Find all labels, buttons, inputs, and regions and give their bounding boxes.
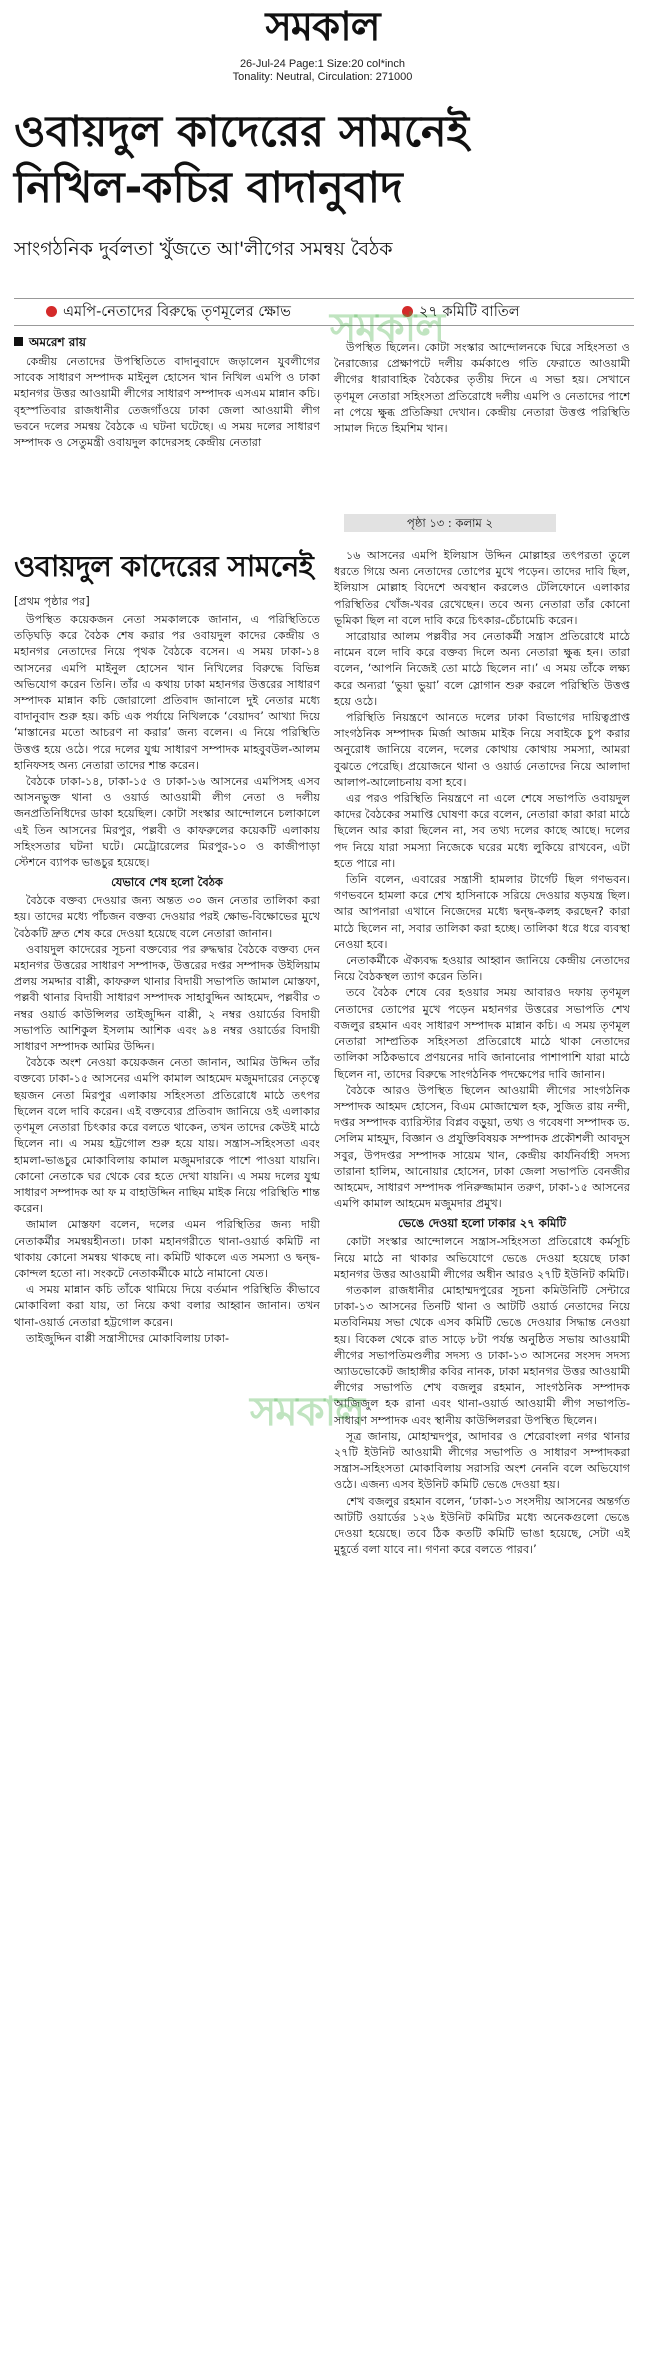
paragraph: কেন্দ্রীয় নেতাদের উপস্থিতিতে বাদানুবাদে জড়ালেন যুবলীগের সাবেক সাধারণ সম্পাদক মাইনুল হোসেন খান নিখিল এমপি ও ঢাকা মহানগর উত্তর আওয়ামী লীগের সাধারণ সম্পাদক এসএম মান্নান কচি। বৃহস্পতিবার রাজধানীর তেজগাঁওয়ে ঢাকা জেলা আওয়ামী লীগ ভবনে দলের সমন্বয় বৈঠকে এ ঘটনা ঘটেছে। এ সময় দলের সাধারণ সম্পাদক ও সেতুমন্ত্রী ওবায়দুল কাদেরসহ কেন্দ্রীয় নেতারা (14, 355, 320, 450)
square-bullet-icon (14, 337, 23, 346)
masthead (0, 0, 645, 58)
highlight-1 (46, 302, 291, 322)
meta-line-1: 26-Jul-24 Page:1 Size:20 col*inch (239, 58, 406, 70)
red-dot-icon (46, 306, 57, 317)
meta-line-2: Tonality: Neutral, Circulation: 271000 (232, 71, 413, 83)
continuation-headline: ওবায়দুল কাদেরের সামনেই (14, 549, 314, 583)
highlight-2-text: ২৭ কমিটি বাতিল (419, 304, 520, 320)
paragraph: তিনি বলেন, এবারের সন্ত্রাসী হামলার টার্গেট ছিল গণভবন। গণভবনে হামলা করে শেখ হাসিনাকে সরিয়ে দেওয়ার ষড়যন্ত্র ছিল। আর আপনারা এখানে নিজেদের মধ্যে দ্বন্দ্ব-কলহ করছেন? কারা মাঠে ছিলেন না, সবার তালিকা করা হচ্ছে। তালিকা ধরে ধরে ব্যবস্থা নেওয়া হবে। (334, 873, 630, 951)
paragraph: সারোয়ার আলম পল্লবীর সব নেতাকর্মী সন্ত্রাস প্রতিরোধে মাঠে নামেন বলে দাবি করে বক্তব্য দিলে অন্য নেতারা ক্ষুব্ধ হন। তারা বলেন, ‘আপনি নিজেই তো মাঠে ছিলেন না।’ এ সময় তাঁকে লক্ষ্য করে অন্যরা ‘ভুয়া ভুয়া’ বলে স্লোগান শুরু করলে পরিস্থিতি উত্তপ্ত হয়ে ওঠে। (334, 630, 630, 708)
paragraph: পরিস্থিতি নিয়ন্ত্রণে আনতে দলের ঢাকা বিভাগের দায়িত্বপ্রাপ্ত সাংগঠনিক সম্পাদক মির্জা আজম মাইক নিয়ে সবাইকে চুপ করার অনুরোধ জানিয়ে বলেন, দলের কোথায় কোথায় সমস্যা, আমরা বুঝতে পেরেছি। প্রয়োজনে থানা ও ওয়ার্ড নেতাদের নিয়ে আলাদা আলাপ-আলোচনায় বসা হবে। (334, 711, 630, 789)
paragraph: তবে বৈঠক শেষে বের হওয়ার সময় আবারও দফায় তৃণমূল নেতাদের তোপের মুখে পড়েন মহানগর উত্তরের সভাপতি শেখ বজলুর রহমান এবং সাধারণ সম্পাদক মান্নান কচি। এ সময় তৃণমূল নেতারা সাম্প্রতিক সহিংসতা প্রতিরোধে মাঠে থাকা নেতাদের তালিকা সঠিকভাবে প্রণয়নের দাবি জানানোর পাশাপাশি যারা মাঠে ছিলেন না, তাদের বিরুদ্ধে সাংগঠনিক পদক্ষেপের দাবি জানান। (334, 986, 630, 1081)
paragraph: কোটা সংস্কার আন্দোলনে সন্ত্রাস-সহিংসতা প্রতিরোধে কর্মসূচি নিয়ে মাঠে না থাকার অভিযোগে ভেঙে দেওয়া হয়েছে ঢাকা মহানগর উত্তর আওয়ামী লীগের অধীন আরও ২৭টি ইউনিট কমিটি। (334, 1235, 630, 1281)
paragraph: বৈঠকে বক্তব্য দেওয়ার জন্য অন্তত ৩০ জন নেতার তালিকা করা হয়। তাদের মধ্যে পাঁচজন বক্তব্য দেওয়ার পরই ক্ষোভ-বিক্ষোভের মুখে বৈঠকটি দ্রুত শেষ করে দেওয়া হয়েছে বলে নেতারা জানান। (14, 894, 320, 940)
paragraph: জামাল মোস্তফা বলেন, দলের এমন পরিস্থিতির জন্য দায়ী নেতাকর্মীর সমন্বয়হীনতা। ঢাকা মহানগরীতে থানা-ওয়ার্ড কমিটি না থাকায় কোনো সমন্বয় থাকছে না। কমিটি থাকলে এত সমস্যা ও দ্বন্দ্ব-কোন্দল হতো না। সংকটে নেতাকর্মীকে মাঠে নামানো যেত। (14, 1218, 320, 1280)
paragraph: বৈঠকে ঢাকা-১৪, ঢাকা-১৫ ও ঢাকা-১৬ আসনের এমপিসহ এসব আসনভুক্ত থানা ও ওয়ার্ড আওয়ামী লীগ নেতা ও দলীয় জনপ্রতিনিধিদের ডাকা হয়েছিল। কোটা সংস্কার আন্দোলনে চলাকালে এই তিন আসনের মিরপুর, পল্লবী ও কাফরুলের কয়েকটি এলাকায় সহিংসতার ঘটনা ঘটে। মেট্রোরেলের মিরপুর-১০ ও কাজীপাড়া স্টেশনে ব্যাপক ভাঙচুর হয়েছে। (14, 775, 320, 870)
front-column-1 (14, 354, 320, 544)
newspaper-logo: সমকাল (265, 4, 380, 50)
byline-name: অমরেশ রায় (29, 335, 86, 349)
highlight-bar (14, 298, 634, 326)
byline (14, 334, 314, 350)
continuation-note: [প্রথম পৃষ্ঠার পর] (14, 595, 90, 608)
paragraph: গতকাল রাজধানীর মোহাম্মদপুরের সূচনা কমিউনিটি সেন্টারে ঢাকা-১৩ আসনের তিনটি থানা ও আটটি ওয়ার্ড নেতাদের নিয়ে মতবিনিময় সভা থেকে এসব কমিটি ভেঙে দেওয়ার সিদ্ধান্ত নেওয়া হয়। বিকেল থেকে রাত সাড়ে ৮টা পর্যন্ত অনুষ্ঠিত সভায় আওয়ামী লীগের সভাপতিমণ্ডলীর সদস্য ও ঢাকা-১৩ আসনের সংসদ সদস্য অ্যাডভোকেট জাহাঙ্গীর কবির নানক, ঢাকা মহানগর উত্তর আওয়ামী লীগের সভাপতি শেখ বজলুর রহমান, সাংগঠনিক সম্পাদক আজিজুল হক রানা এবং থানা-ওয়ার্ড আওয়ামী লীগ সভাপতি-সাধারণ সম্পাদক এবং স্থানীয় কাউন্সিলররা উপস্থিত ছিলেন। (334, 1283, 630, 1427)
headline-line-2: নিখিল-কচির বাদানুবাদ (14, 163, 403, 213)
paragraph: ওবায়দুল কাদেরের সূচনা বক্তব্যের পর রুদ্ধদ্বার বৈঠকে বক্তব্য দেন মহানগর উত্তরের সাধারণ সম্পাদক, উত্তরের দপ্তর সম্পাদক উইলিয়াম প্রলয় সমদ্দার বাপ্পী, কাফরুল থানার বিদায়ী সভাপতি জামাল মোস্তফা, পল্লবী থানার বিদায়ী সাধারণ সম্পাদক সাহাবুদ্দিন আহমেদ, পল্লবীর ৩ নম্বর ওয়ার্ড কাউন্সিলর তাইজুদ্দিন বাপ্পী, ২ নম্বর ওয়ার্ডের বিদায়ী সভাপতি আশিকুল ইসলাম আশিক এবং ৯৪ নম্বর ওয়ার্ডের বিদায়ী সাধারণ সম্পাদক আমির উদ্দিন। (14, 942, 320, 1054)
section-subheading: ভেঙে দেওয়া হলো ঢাকার ২৭ কমিটি (398, 1216, 566, 1231)
continuation-column-2 (334, 548, 630, 2366)
watermark-logo: সমকাল (250, 1389, 365, 1435)
watermark-logo: সমকাল (330, 305, 445, 351)
highlight-1-text: এমপি-নেতাদের বিরুদ্ধে তৃণমূলের ক্ষোভ (63, 304, 291, 320)
headline-line-1: ওবায়দুল কাদেরের সামনেই (14, 107, 470, 157)
main-headline (14, 104, 634, 216)
paragraph: এ সময় মান্নান কচি তাঁকে থামিয়ে দিয়ে বর্তমান পরিস্থিতি কীভাবে মোকাবিলা করা যায়, তা নিয়ে কথা বলার আহ্বান জানান। তখন থানা-ওয়ার্ড নেতারা হট্টগোল করেন। (14, 1283, 320, 1329)
paragraph: ১৬ আসনের এমপি ইলিয়াস উদ্দিন মোল্লাহর তৎপরতা তুলে ধরতে গিয়ে অন্য নেতাদের তোপের মুখে পড়েন। তাদের দাবি ছিল, ইলিয়াস মোল্লাহ বিদেশে অবস্থান করলেও টেলিফোনে এলাকার পরিস্থিতির খোঁজ-খবর রেখেছেন। তবে অন্য নেতারা তাঁর কোনো ভূমিকা ছিল না বলে দাবি করে চিৎকার-চেঁচামেচি করেন। (334, 549, 630, 627)
continuation-jump: পৃষ্ঠা ১৩ : কলাম ২ (344, 514, 556, 532)
section-subheading: যেভাবে শেষ হলো বৈঠক (111, 875, 223, 890)
front-column-2 (334, 340, 630, 505)
clipping-meta (0, 58, 645, 84)
paragraph: বৈঠকে আরও উপস্থিত ছিলেন আওয়ামী লীগের সাংগঠনিক সম্পাদক আহমদ হোসেন, বিএম মোজাম্মেল হক, সুজিত রায় নন্দী, দপ্তর সম্পাদক ব্যারিস্টার বিপ্লব বড়ুয়া, তথ্য ও গবেষণা সম্পাদক ড. সেলিম মাহমুদ, বিজ্ঞান ও প্রযুক্তিবিষয়ক সম্পাদক প্রকৌশলী আবদুস সবুর, উপদপ্তর সম্পাদক সায়েম খান, কেন্দ্রীয় কার্যনির্বাহী সদস্য তারানা হালিম, আনোয়ার হোসেন, ঢাকা জেলা সভাপতি বেনজীর আহমেদ, সাধারণ সম্পাদক পনিরুজ্জামান তরুণ, ঢাকা-১৫ আসনের এমপি কামাল আহমেদ মজুমদার প্রমুখ। (334, 1083, 630, 1211)
paragraph: নেতাকর্মীকে ঐক্যবদ্ধ হওয়ার আহ্বান জানিয়ে কেন্দ্রীয় নেতাদের নিয়ে বৈঠকস্থল ত্যাগ করেন তিনি। (334, 954, 630, 984)
paragraph: বৈঠকে অংশ নেওয়া কয়েকজন নেতা জানান, আমির উদ্দিন তাঁর বক্তব্যে ঢাকা-১৫ আসনের এমপি কামাল আহমেদ মজুমদারের নেতৃত্বে ছয়জন নেতা মিরপুর এলাকায় সহিংসতা প্রতিরোধে মাঠে তৎপর ছিলেন বলে দাবি করেন। এই বক্তব্যের প্রতিবাদ জানিয়ে ওই এলাকার তৃণমূল নেতারা চিৎকার করে বলতে থাকেন, তখন তাদের কেউই মাঠে ছিলেন না। এ সময় হট্টগোল শুরু হয়ে যায়। সন্ত্রাস-সহিংসতা এবং হামলা-ভাঙচুর মোকাবিলায় কামাল মজুমদারকে পাশে পাওয়া যায়নি। কোনো নেতাকে ঘর থেকে বের হতে দেখা যায়নি। এ সময় দলের যুগ্ম সাধারণ সম্পাদক আ ফ ম বাহাউদ্দিন নাছিম মাইক নিয়ে পরিস্থিতি শান্ত করেন। (14, 1056, 320, 1216)
paragraph: উপস্থিত ছিলেন। কোটা সংস্কার আন্দোলনকে ঘিরে সহিংসতা ও নৈরাজ্যের প্রেক্ষাপটে দলীয় কর্মকাণ্ডে গতি ফেরাতে আওয়ামী লীগের ধারাবাহিক বৈঠকের তৃতীয় দিনে এ সভা হয়। সেখানে তৃণমূল নেতারা সহিংসতা প্রতিরোধে দলীয় এমপি ও নেতাদের পাশে না পেয়ে ক্ষুব্ধ প্রতিক্রিয়া দেখান। কেন্দ্রীয় নেতারা উত্তপ্ত পরিস্থিতি সামাল দিতে হিমশিম খান। (334, 341, 630, 436)
subheadline: সাংগঠনিক দুর্বলতা খুঁজতে আ'লীগের সমন্বয় বৈঠক (14, 238, 393, 260)
paragraph: সূত্র জানায়, মোহাম্মদপুর, আদাবর ও শেরেবাংলা নগর থানার ২৭টি ইউনিট আওয়ামী লীগের সভাপতি ও সাধারণ সম্পাদকরা সন্ত্রাস-সহিংসতা মোকাবিলায় সরাসরি অংশ নেননি বলে অভিযোগ ওঠে। এজন্য এসব ইউনিট কমিটি ভেঙে দেওয়া হয়। (334, 1429, 630, 1492)
paragraph: তাইজুদ্দিন বাপ্পী সন্ত্রাসীদের মোকাবিলায় ঢাকা- (26, 1331, 229, 1345)
paragraph: শেখ বজলুর রহমান বলেন, ‘ঢাকা-১৩ সংসদীয় আসনের অন্তর্গত আটটি ওয়ার্ডের ১২৬ ইউনিট কমিটির মধ্যে অনেকগুলো ভেঙে দেওয়া হয়েছে। তবে ঠিক কতটি কমিটি ভাঙা হয়েছে, সেটা এই মুহূর্তে বলা যাবে না। গণনা করে বলতে পারব।’ (334, 1494, 630, 1557)
paragraph: এর পরও পরিস্থিতি নিয়ন্ত্রণে না এলে শেষে সভাপতি ওবায়দুল কাদের বৈঠকের সমাপ্তি ঘোষণা করে বলেন, নেতারা কারা কারা মাঠে ছিলেন আর কারা ছিলেন না, সব তথ্য দলের কাছে আছে। দলের পদ নিয়ে যারা সমস্যা নিজেকে ঘরের মধ্যে লুকিয়ে রাখবেন, এটা হতে পারে না। (334, 792, 630, 870)
continuation-column-1 (14, 612, 320, 2354)
paragraph: উপস্থিত কয়েকজন নেতা সমকালকে জানান, এ পরিস্থিতিতে তড়িঘড়ি করে বৈঠক শেষ করার পর ওবায়দুল কাদের কেন্দ্রীয় ও মহানগর নেতাদের নিয়ে পৃথক বৈঠকে বসেন। এ সময় ঢাকা-১৪ আসনের এমপি মাইনুল হোসেন খান নিখিলের বিরুদ্ধে বিভিন্ন অভিযোগ করেন তিনি। তাঁর এ কথায় ঢাকা মহানগর উত্তরের সাধারণ সম্পাদক মান্নান কচি জোরালো প্রতিবাদ জানালে দুই নেতার মধ্যে বাদানুবাদ শুরু হয়। কচি এক পর্যায়ে নিখিলকে ‘বেয়াদব’ আখ্যা দিয়ে ‘মাস্তানের মতো আচরণ না করার’ জন্য বলেন। এ নিয়ে পরিস্থিতি উত্তপ্ত হয়ে ওঠে। পরে দলের যুগ্ম সাধারণ সম্পাদক মাহবুবউল-আলম হানিফসহ অন্য নেতারা তাদের শান্ত করেন। (14, 613, 320, 772)
